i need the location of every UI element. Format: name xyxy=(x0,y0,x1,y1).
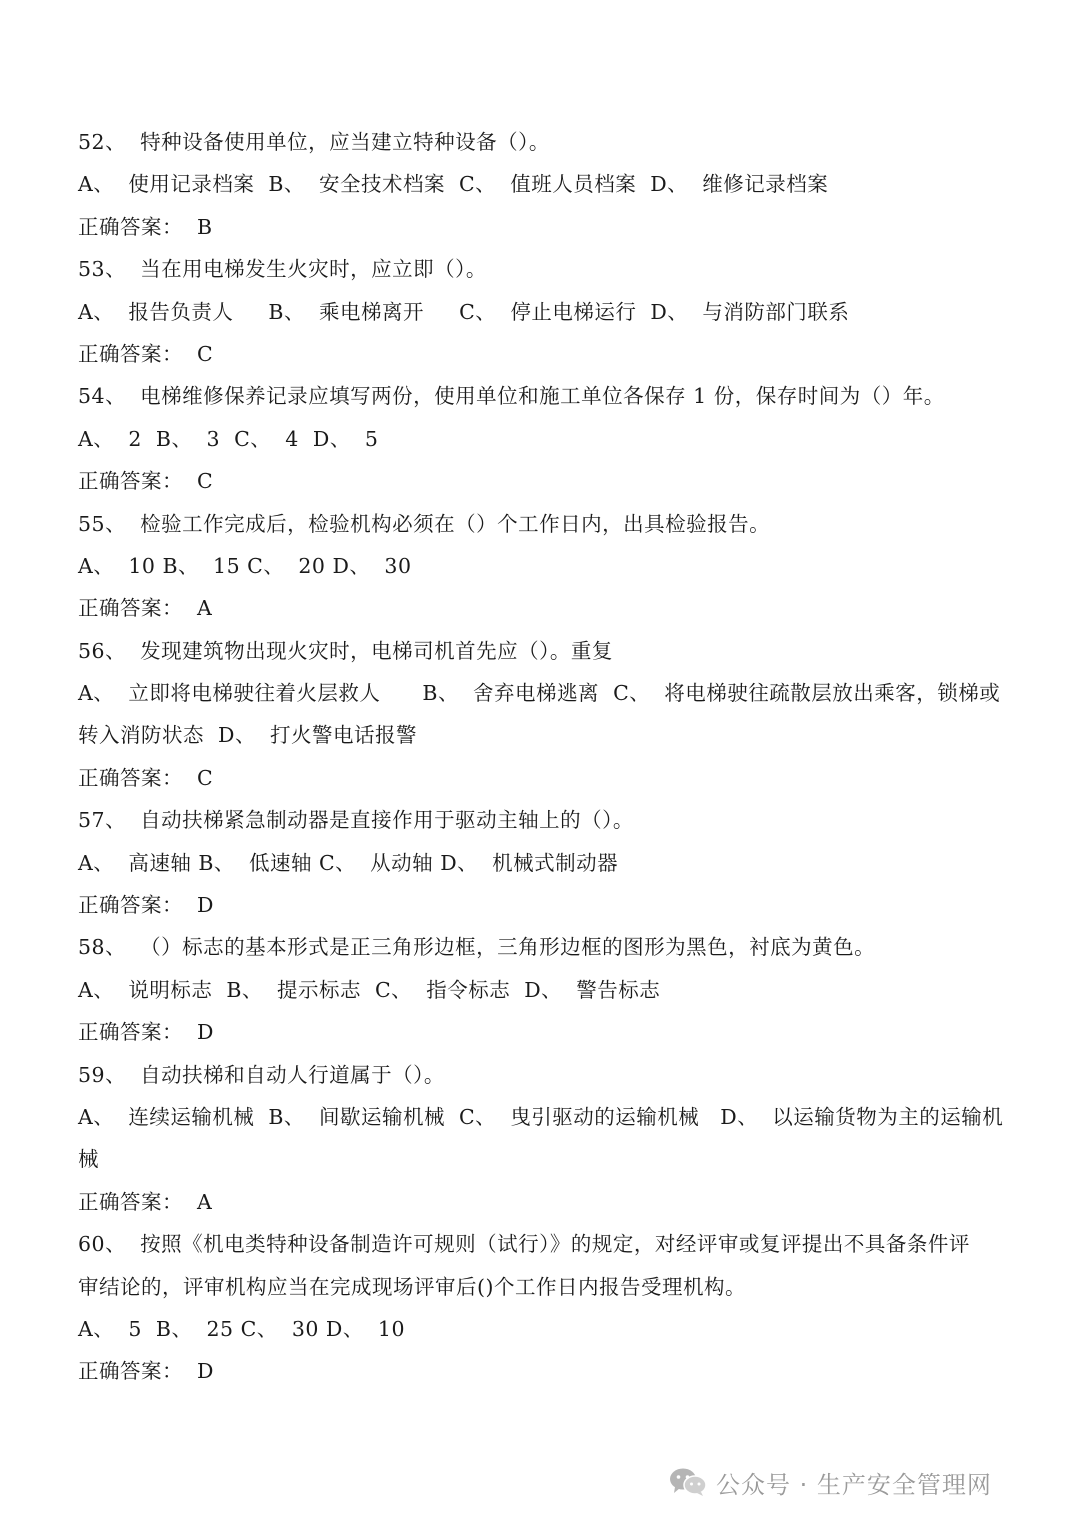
question-60-line-1: 60、 按照《机电类特种设备制造许可规则（试行）》的规定，对经评审或复评提出不具备条件评 xyxy=(78,1232,970,1257)
options-54: A、 2 B、 3 C、 4 D、 5 xyxy=(78,426,379,451)
question-53: 53、 当在用电梯发生火灾时，应立即（）。 xyxy=(78,257,487,282)
answer-60: 正确答案： D xyxy=(78,1359,214,1384)
options-59-line-1: A、 连续运输机械 B、 间歇运输机械 C、 曳引驱动的运输机械 D、 以运输货物为主的运输机 xyxy=(78,1104,1004,1129)
answer-54: 正确答案： C xyxy=(78,469,214,494)
options-55: A、 10 B、 15 C、 20 D、 30 xyxy=(78,553,412,578)
options-53: A、 报告负责人 B、 乘电梯离开 C、 停止电梯运行 D、 与消防部门联系 xyxy=(78,299,850,324)
answer-59: 正确答案： A xyxy=(78,1189,213,1214)
answer-56: 正确答案： C xyxy=(78,765,214,790)
question-55: 55、 检验工作完成后，检验机构必须在（）个工作日内，出具检验报告。 xyxy=(78,511,771,536)
answer-52: 正确答案： B xyxy=(78,214,213,239)
question-56: 56、 发现建筑物出现火灾时，电梯司机首先应（）。重复 xyxy=(78,638,613,663)
options-60: A、 5 B、 25 C、 30 D、 10 xyxy=(78,1316,405,1341)
options-57: A、 高速轴 B、 低速轴 C、 从动轴 D、 机械式制动器 xyxy=(78,850,619,875)
options-52: A、 使用记录档案 B、 安全技术档案 C、 值班人员档案 D、 维修记录档案 xyxy=(78,172,829,197)
question-list xyxy=(78,121,1013,1393)
watermark xyxy=(668,1460,992,1504)
question-59: 59、 自动扶梯和自动人行道属于（）。 xyxy=(78,1062,445,1087)
options-59-line-2: 械 xyxy=(78,1147,99,1172)
watermark-text: 公众号 · 生产安全管理网 xyxy=(716,1470,992,1499)
question-60-line-2: 审结论的，评审机构应当在完成现场评审后()个工作日内报告受理机构。 xyxy=(78,1274,746,1299)
options-56-line-1: A、 立即将电梯驶往着火层救人 B、 舍弃电梯逃离 C、 将电梯驶往疏散层放出乘客，锁梯或 xyxy=(78,681,1001,706)
question-57: 57、 自动扶梯紧急制动器是直接作用于驱动主轴上的（）。 xyxy=(78,808,634,833)
wechat-icon xyxy=(668,1467,708,1497)
question-58: 58、 （）标志的基本形式是正三角形边框，三角形边框的图形为黑色，衬底为黄色。 xyxy=(78,935,876,960)
question-54: 54、 电梯维修保养记录应填写两份，使用单位和施工单位各保存 1 份，保存时间为（）年。 xyxy=(78,384,945,409)
answer-57: 正确答案： D xyxy=(78,893,214,918)
options-58: A、 说明标志 B、 提示标志 C、 指令标志 D、 警告标志 xyxy=(78,977,661,1002)
answer-53: 正确答案： C xyxy=(78,341,214,366)
question-52: 52、 特种设备使用单位，应当建立特种设备（）。 xyxy=(78,130,550,154)
options-56-line-2: 转入消防状态 D、 打火警电话报警 xyxy=(78,723,418,748)
answer-58: 正确答案： D xyxy=(78,1020,214,1045)
answer-55: 正确答案： A xyxy=(78,596,213,621)
